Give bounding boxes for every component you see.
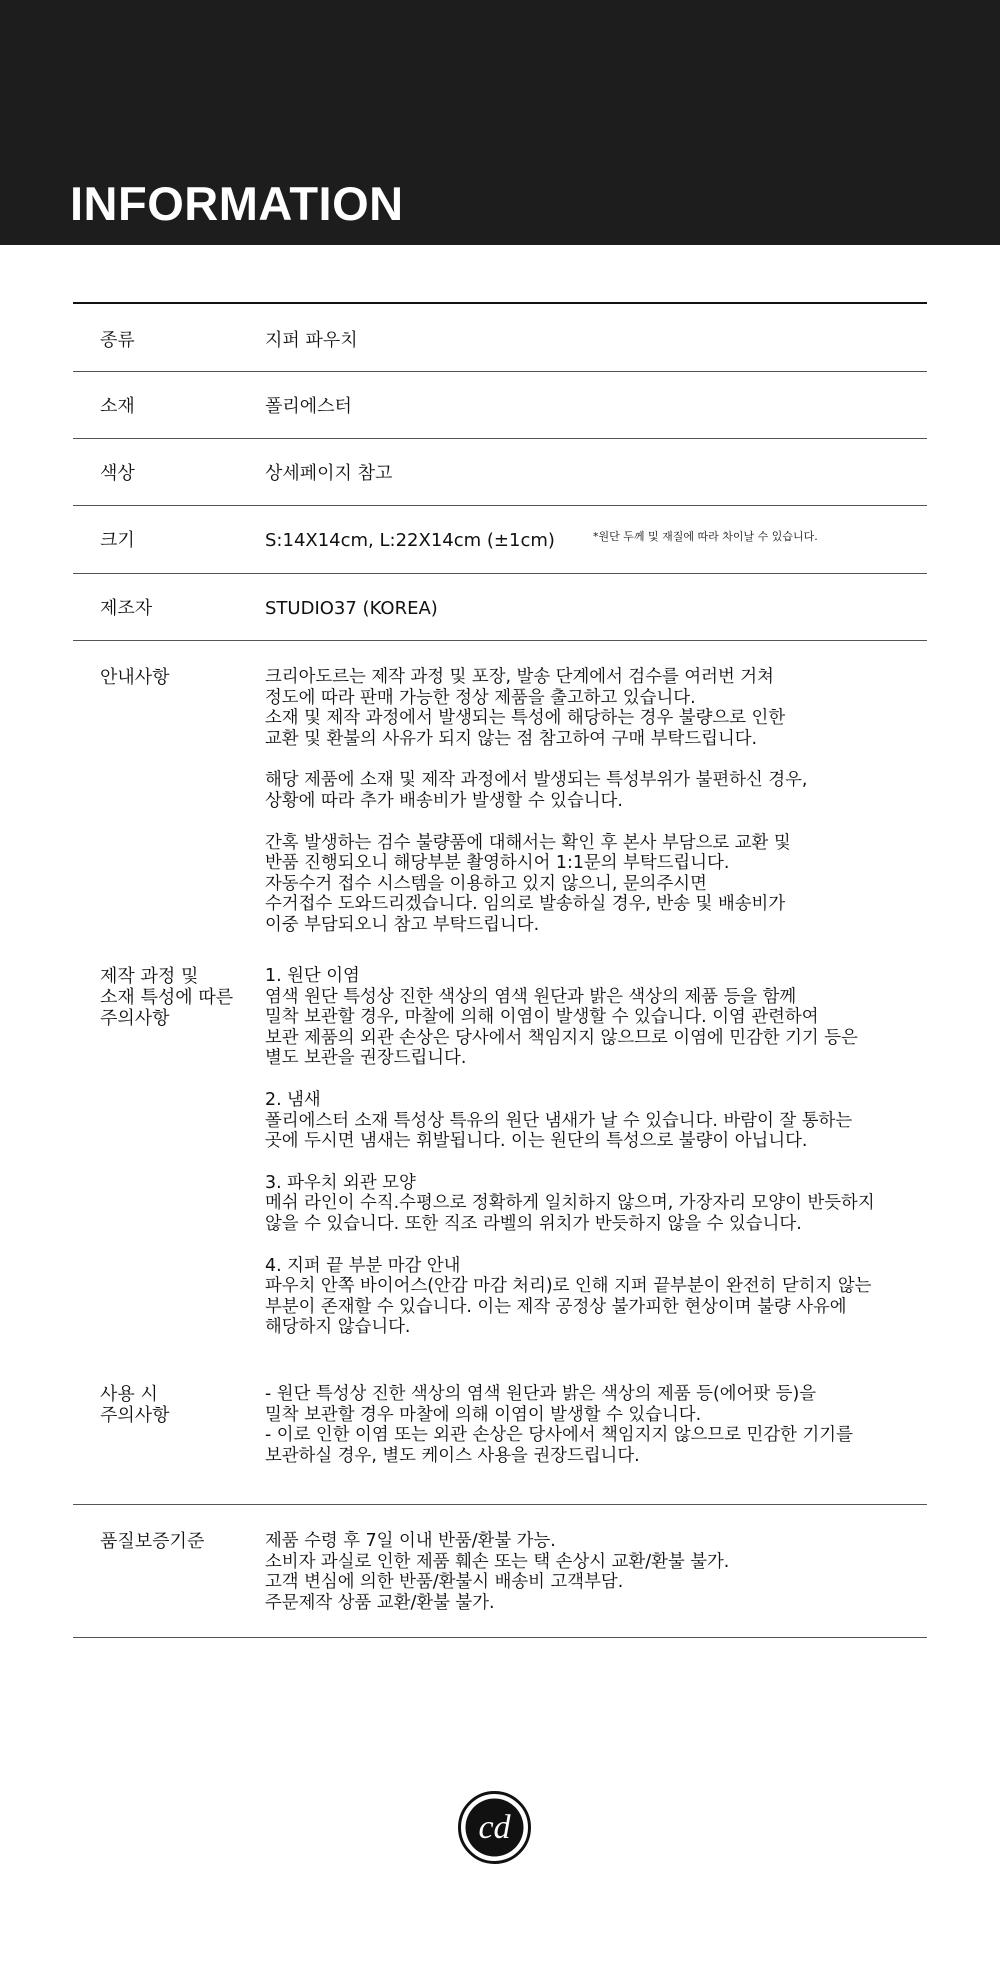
caution-paragraph: 2. 냄새 폴리에스터 소재 특성상 특유의 원단 냄새가 날 수 있습니다. 바람이 잘 통하는 곳에 두시면 냄새는 휘발됩니다. 이는 원단의 특성으로 불량이 아닙니다. [265,1089,853,1152]
caution-paragraph: 3. 파우치 외관 모양 메쉬 라인이 수직.수평으로 정확하게 일치하지 않으며, 가장자리 모양이 반듯하지 않을 수 있습니다. 또한 직조 라벨의 위치가 반듯하지 않을 수 있습니다. [265,1172,875,1234]
info-label-warranty: 품질보증기준 [100,1531,205,1552]
info-label-size: 크기 [100,530,135,551]
info-label-maker: 제조자 [100,598,153,619]
logo-svg [458,1791,531,1864]
info-row-material [73,372,927,439]
info-row-size [73,506,927,574]
cd-monogram-logo-icon [458,1791,531,1864]
caution-paragraph: 4. 지퍼 끝 부분 마감 안내 파우치 안쪽 바이어스(안감 마감 처리)로 인해 지퍼 끝부분이 완전히 닫히지 않는 부분이 존재할 수 있습니다. 이는 제작 공정상 불가피한 현상이며 불량 사유에 해당하지 않습니다. [265,1255,872,1338]
info-value-maker: STUDIO37 (KOREA) [265,598,438,619]
notice-paragraph: 해당 제품에 소재 및 제작 과정에서 발생되는 특성부위가 불편하신 경우, 상황에 따라 추가 배송비가 발생할 수 있습니다. [265,770,808,811]
notice-paragraph: 간혹 발생하는 검수 불량품에 대해서는 확인 후 본사 부담으로 교환 및 반품 진행되오니 해당부분 촬영하시어 1:1문의 부탁드립니다. 자동수거 접수 시스템을 이용하고 있지 않으니, 문의주시면 수거접수 도와드리겠습니다. 임의로 발송하실 경우, 반송 및 배송비가 이중 부담되오니 참고 부탁드립니다. [265,832,791,935]
page-title: INFORMATION [70,177,404,230]
info-label-type: 종류 [100,330,135,351]
info-label-usage: 사용 시 주의사항 [100,1384,170,1426]
logo-text: cd [478,1809,511,1846]
info-value-material: 폴리에스터 [265,396,352,417]
info-label-notice: 안내사항 [100,667,170,688]
caution-paragraph: 1. 원단 이염 염색 원단 특성상 진한 색상의 염색 원단과 밝은 색상의 제품 등을 함께 밀착 보관할 경우, 마찰에 의해 이염이 발생할 수 있습니다. 이염 관련하여 보관 제품의 외관 손상은 당사에서 책임지지 않으므로 이염에 민감한 기기 등은 별도 보관을 권장드립니다. [265,966,858,1069]
warranty-paragraph: 제품 수령 후 7일 이내 반품/환불 가능. 소비자 과실로 인한 제품 훼손 또는 택 손상시 교환/환불 불가. 고객 변심에 의한 반품/환불시 배송비 고객부담. 주문제작 상품 교환/환불 불가. [265,1531,730,1613]
info-label-caution: 제작 과정 및 소재 특성에 따른 주의사항 [100,966,234,1029]
info-row-color [73,439,927,506]
size-note: *원단 두께 및 재질에 따라 차이날 수 있습니다. [593,530,818,543]
info-value-notice [265,667,807,936]
info-value-usage [265,1384,853,1466]
product-info-table [73,302,927,1638]
info-value-color: 상세페이지 참고 [265,463,393,484]
info-value-type: 지퍼 파우치 [265,330,358,351]
info-label-material: 소재 [100,396,135,417]
info-value-size: S:14X14cm, L:22X14cm (±1cm) [265,530,555,551]
info-row-notice [73,641,927,1505]
info-label-color: 색상 [100,463,135,484]
usage-paragraph: - 원단 특성상 진한 색상의 염색 원단과 밝은 색상의 제품 등(에어팟 등)을 밀착 보관할 경우 마찰에 의해 이염이 발생할 수 있습니다. - 이로 인한 이염 또는 외관 손상은 당사에서 책임지지 않으므로 민감한 기기를 보관하실 경우, 별도 케이스 사용을 권장드립니다. [265,1384,853,1466]
header-banner [0,0,1000,245]
info-row-maker [73,574,927,641]
info-value-warranty [265,1531,729,1613]
info-row-warranty [73,1505,927,1638]
info-row-type [73,304,927,372]
notice-paragraph: 크리아도르는 제작 과정 및 포장, 발송 단계에서 검수를 여러번 거쳐 정도에 따라 판매 가능한 정상 제품을 출고하고 있습니다. 소재 및 제작 과정에서 발생되는 특성에 해당하는 경우 불량으로 인한 교환 및 환불의 사유가 되지 않는 점 참고하여 구매 부탁드립니다. [265,667,786,749]
info-value-caution [265,966,875,1338]
